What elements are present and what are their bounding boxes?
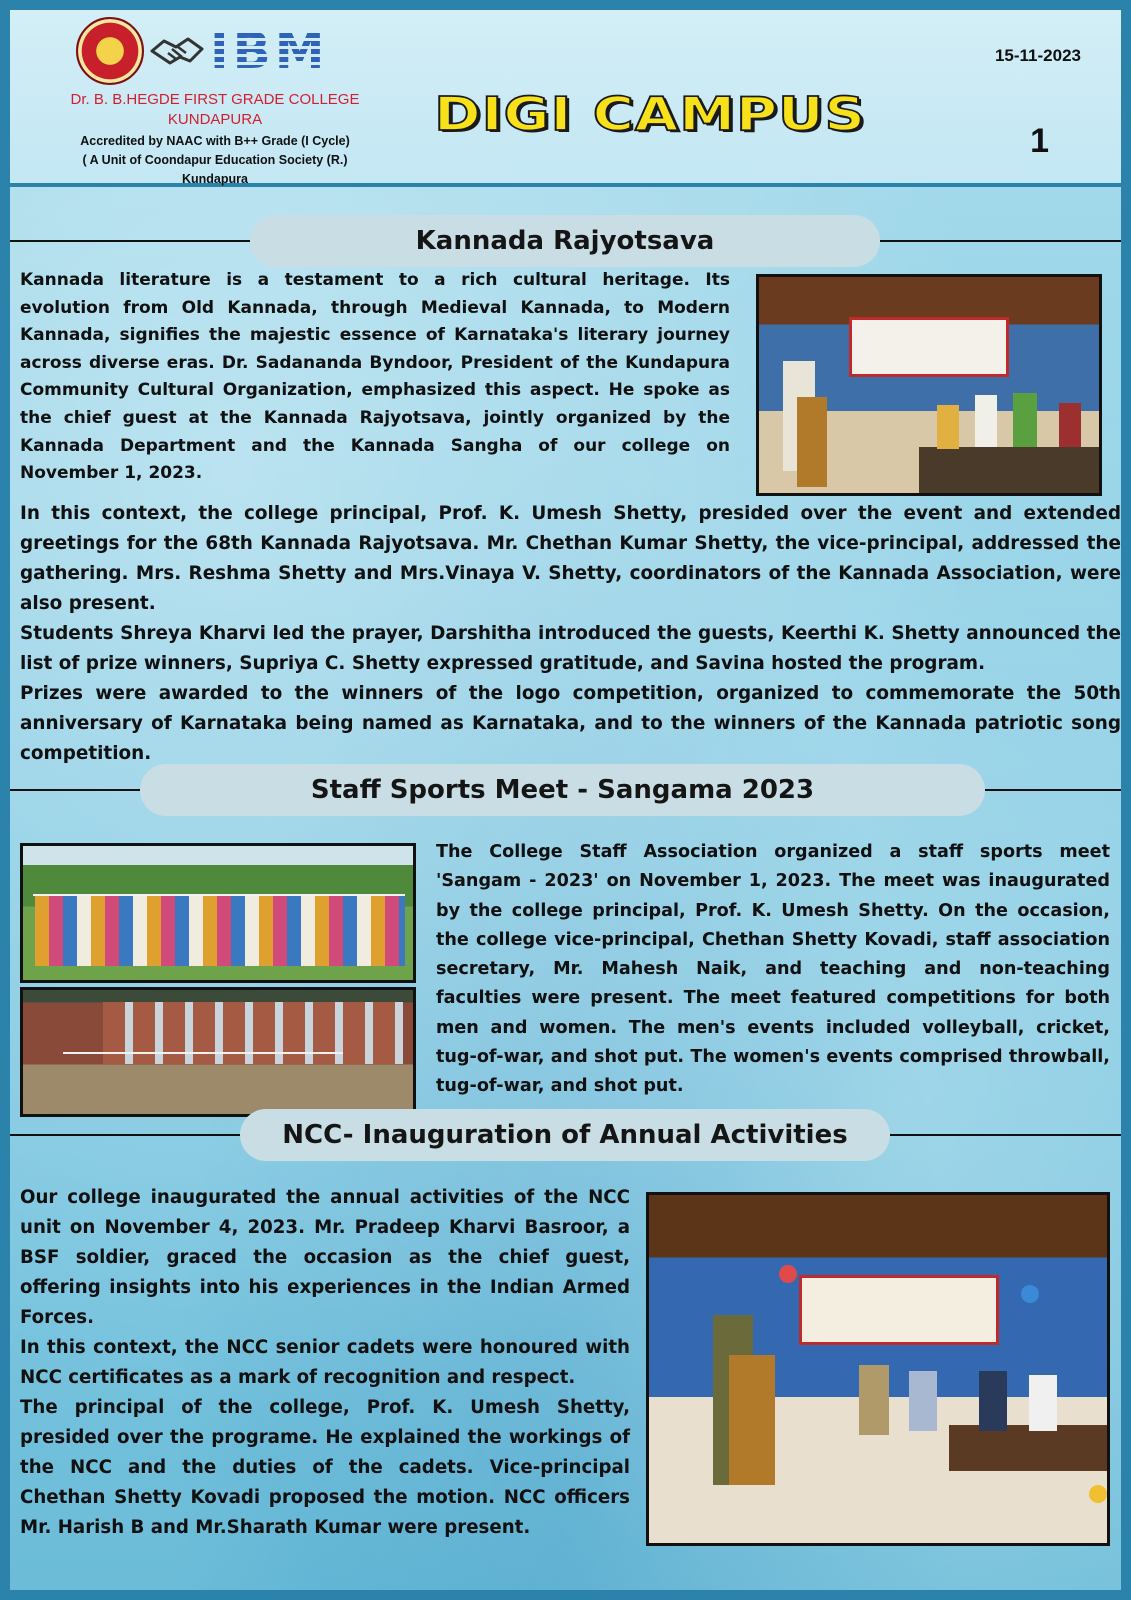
- ncc-dais-table: [949, 1425, 1110, 1471]
- ibm-logo: IBM: [210, 22, 329, 80]
- college-name-line2: KUNDAPURA: [167, 111, 263, 128]
- divider-line: [890, 1134, 1121, 1136]
- balloon-icon: [779, 1265, 797, 1283]
- page-number: 1: [1030, 122, 1049, 160]
- ncc-paragraph: [20, 1183, 630, 1543]
- logo-row: [76, 18, 328, 84]
- guest-figure: [1059, 403, 1081, 447]
- guest-figure: [979, 1371, 1007, 1431]
- guest-figure: [1029, 1375, 1057, 1431]
- accreditation-text: Accredited by NAAC with B++ Grade (I Cycle): [80, 134, 350, 148]
- guest-figure: [975, 395, 997, 447]
- college-building: [103, 1002, 403, 1064]
- kannada-text-1: Kannada literature is a testament to a rich cultural heritage. Its evolution from Old Kannada, through Medieval Kannada, to Modern Kannada, signifies the majestic essence of Karnataka's literary journey across diverse eras. Dr. Sadananda Byndoor, President of the Kundapura Community Cultural Organization, emphasized this aspect. He spoke as the chief guest at the Kannada Rajyotsava, jointly organized by the Kannada Department and the Kannada Sangha of our college on November 1, 2023.: [20, 270, 730, 484]
- kannada-text-3: Students Shreya Kharvi led the prayer, Darshitha introduced the guests, Keerthi K. Shetty announced the list of prize winners, Supriya C. Shetty expressed gratitude, and Savina hosted the program.: [20, 623, 1121, 674]
- section-heading-ncc: [10, 1109, 1121, 1161]
- stage-banner: [849, 317, 1009, 377]
- newsletter-header: [10, 10, 1121, 187]
- balloon-icon: [1021, 1285, 1039, 1303]
- unit-text: ( A Unit of Coondapur Education Society (R.): [82, 153, 348, 167]
- section-title-ncc: NCC- Inauguration of Annual Activities: [240, 1109, 890, 1161]
- kannada-text-2: In this context, the college principal, Prof. K. Umesh Shetty, presided over the event and extended greetings for the 68th Kannada Rajyotsava. Mr. Chethan Kumar Shetty, the vice-principal, addressed the gathering. Mrs. Reshma Shetty and Mrs.Vinaya V. Shetty, coordinators of the Kannada Association, were also present.: [20, 503, 1121, 614]
- officer-figure: [859, 1365, 889, 1435]
- handshake-icon: [150, 31, 204, 71]
- masthead-title: DIGI CAMPUS: [434, 87, 866, 142]
- section-heading-sports: [10, 764, 1121, 816]
- divider-line: [880, 240, 1121, 242]
- kannada-text-4: Prizes were awarded to the winners of the logo competition, organized to commemorate the 50th anniversary of Karnataka being named as Karnataka, and to the winners of the Kannada patriotic song competition.: [20, 683, 1121, 764]
- ncc-banner: [799, 1275, 999, 1345]
- guest-figure: [909, 1371, 937, 1431]
- sports-group-photo: [20, 843, 416, 983]
- ncc-event-photo: [646, 1192, 1110, 1546]
- kannada-paragraph-rest: [20, 499, 1121, 769]
- guest-figure: [1013, 393, 1037, 447]
- court-net: [63, 1052, 343, 1054]
- ncc-text-1: Our college inaugurated the annual activities of the NCC unit on November 4, 2023. Mr. Pradeep Kharvi Basroor, a BSF soldier, graced the occasion as the chief guest, offering insights into his experiences in the Indian Armed Forces.: [20, 1187, 630, 1328]
- section-title-sports: Staff Sports Meet - Sangama 2023: [140, 764, 985, 816]
- accreditation-block: [50, 132, 380, 189]
- ncc-text-3: The principal of the college, Prof. K. Umesh Shetty, presided over the programe. He explained the workings of the NCC and the duties of the cadets. Vice-principal Chethan Shetty Kovadi proposed the motion. NCC officers Mr. Harish B and Mr.Sharath Kumar were present.: [20, 1397, 630, 1538]
- sports-paragraph: [436, 838, 1110, 1102]
- sports-court-photo: [20, 987, 416, 1117]
- ncc-text-2: In this context, the NCC senior cadets were honoured with NCC certificates as a mark of recognition and respect.: [20, 1337, 630, 1388]
- divider-line: [10, 240, 250, 242]
- divider-line: [985, 789, 1121, 791]
- balloon-icon: [1089, 1485, 1107, 1503]
- kannada-paragraph-1: [20, 267, 730, 488]
- college-name: [50, 90, 380, 130]
- place-text: Kundapura: [182, 172, 248, 186]
- issue-date: 15-11-2023: [994, 46, 1081, 65]
- kannada-event-photo: [756, 274, 1102, 496]
- college-name-line1: Dr. B. B.HEGDE FIRST GRADE COLLEGE: [70, 91, 360, 108]
- staff-group: [35, 896, 405, 966]
- podium: [797, 397, 827, 487]
- guest-figure: [937, 405, 959, 449]
- divider-line: [10, 789, 140, 791]
- college-seal-icon: [76, 17, 144, 85]
- divider-line: [10, 1134, 240, 1136]
- section-heading-kannada: [10, 215, 1121, 267]
- section-title-kannada: Kannada Rajyotsava: [250, 215, 880, 267]
- dais-table: [919, 447, 1102, 496]
- ncc-podium: [729, 1355, 775, 1485]
- sports-text-1: The College Staff Association organized a staff sports meet 'Sangam - 2023' on November 1, 2023. The meet was inaugurated by the college principal, Prof. K. Umesh Shetty. On the occasion, the college vice-principal, Chethan Shetty Kovadi, staff association secretary, Mr. Mahesh Naik, and teaching and non-teaching faculties were present. The meet featured competitions for both men and women. The men's events included volleyball, cricket, tug-of-war, and shot put. The women's events comprised throwball, tug-of-war, and shot put.: [436, 842, 1110, 1097]
